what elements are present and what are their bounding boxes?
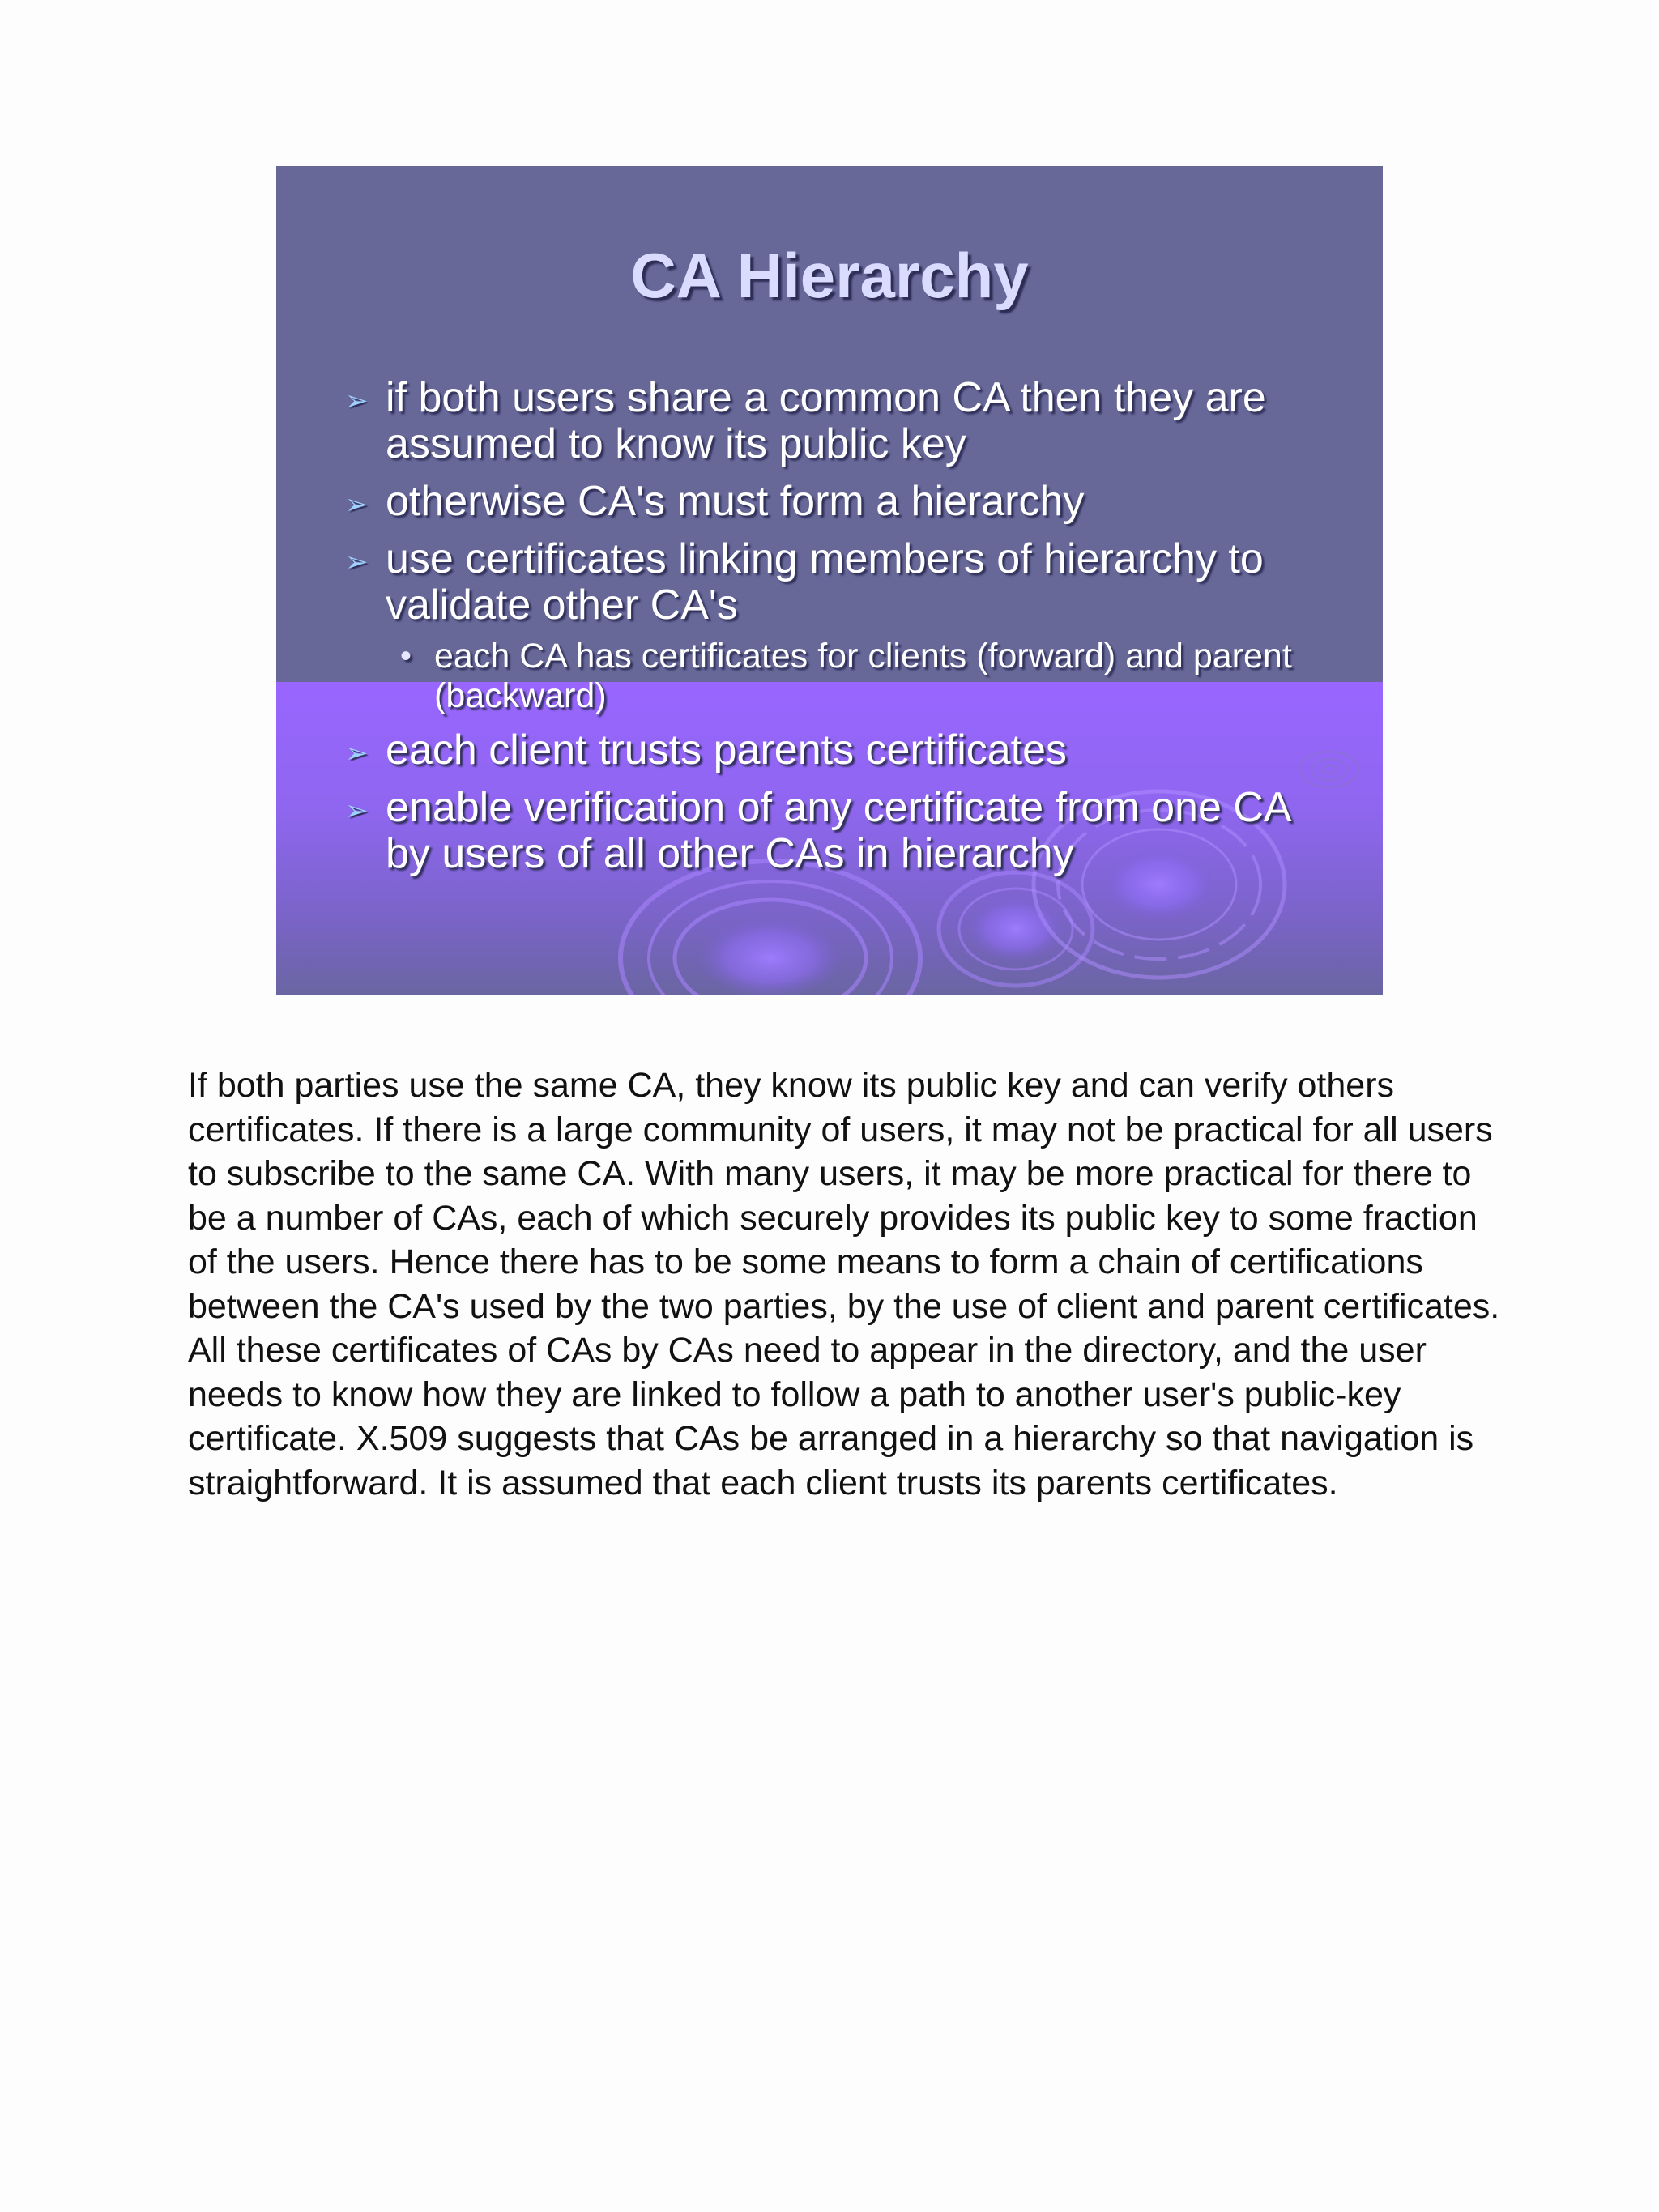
bullet-list	[345, 375, 1341, 889]
bullet-item	[345, 536, 1341, 629]
circle-glow-left	[697, 918, 843, 995]
sub-bullet-item	[345, 637, 1341, 716]
arrow-bullet-icon: ➢	[345, 795, 369, 826]
slide-title: CA Hierarchy	[630, 240, 1029, 311]
arrow-bullet-icon: ➢	[345, 738, 369, 769]
bullet-item	[345, 375, 1341, 467]
bullet-text: otherwise CA's must form a hierarchy	[386, 478, 1085, 525]
arrow-bullet-icon: ➢	[345, 547, 369, 578]
bullet-text: if both users share a common CA then they are assumed to know its public key	[386, 374, 1266, 467]
slide	[276, 166, 1383, 995]
bullet-text: enable verification of any certificate from one CA by users of all other CAs in hierarchy	[386, 784, 1290, 877]
bullet-item	[345, 785, 1341, 877]
arrow-bullet-icon: ➢	[345, 489, 369, 520]
arrow-bullet-icon: ➢	[345, 386, 369, 416]
bullet-item	[345, 727, 1341, 774]
bullet-item	[345, 479, 1341, 525]
bullet-text: use certificates linking members of hierarchy to validate other CA's	[386, 535, 1264, 629]
notes-paragraph: If both parties use the same CA, they know its public key and can verify others certificates. If there is a large community of users, it may not be practical for all users to subscribe to the same CA. With many users, it may be more practical for there to be a number of CAs, each of which securely provides its public key to some fraction of the users. Hence there has to be some means to form a chain of certifications between the CA's used by the two parties, by the use of client and parent certificates. All these certificates of CAs by CAs need to appear in the directory, and the user needs to know how they are linked to follow a path to another user's public-key certificate. X.509 suggests that CAs be arranged in a hierarchy so that navigation is straightforward. It is assumed that each client trusts its parents certificates.	[188, 1066, 1500, 1502]
dot-bullet-icon: •	[400, 638, 412, 674]
bullet-text: each client trusts parents certificates	[386, 727, 1068, 774]
sub-bullet-text: each CA has certificates for clients (forward) and parent (backward)	[434, 637, 1292, 715]
